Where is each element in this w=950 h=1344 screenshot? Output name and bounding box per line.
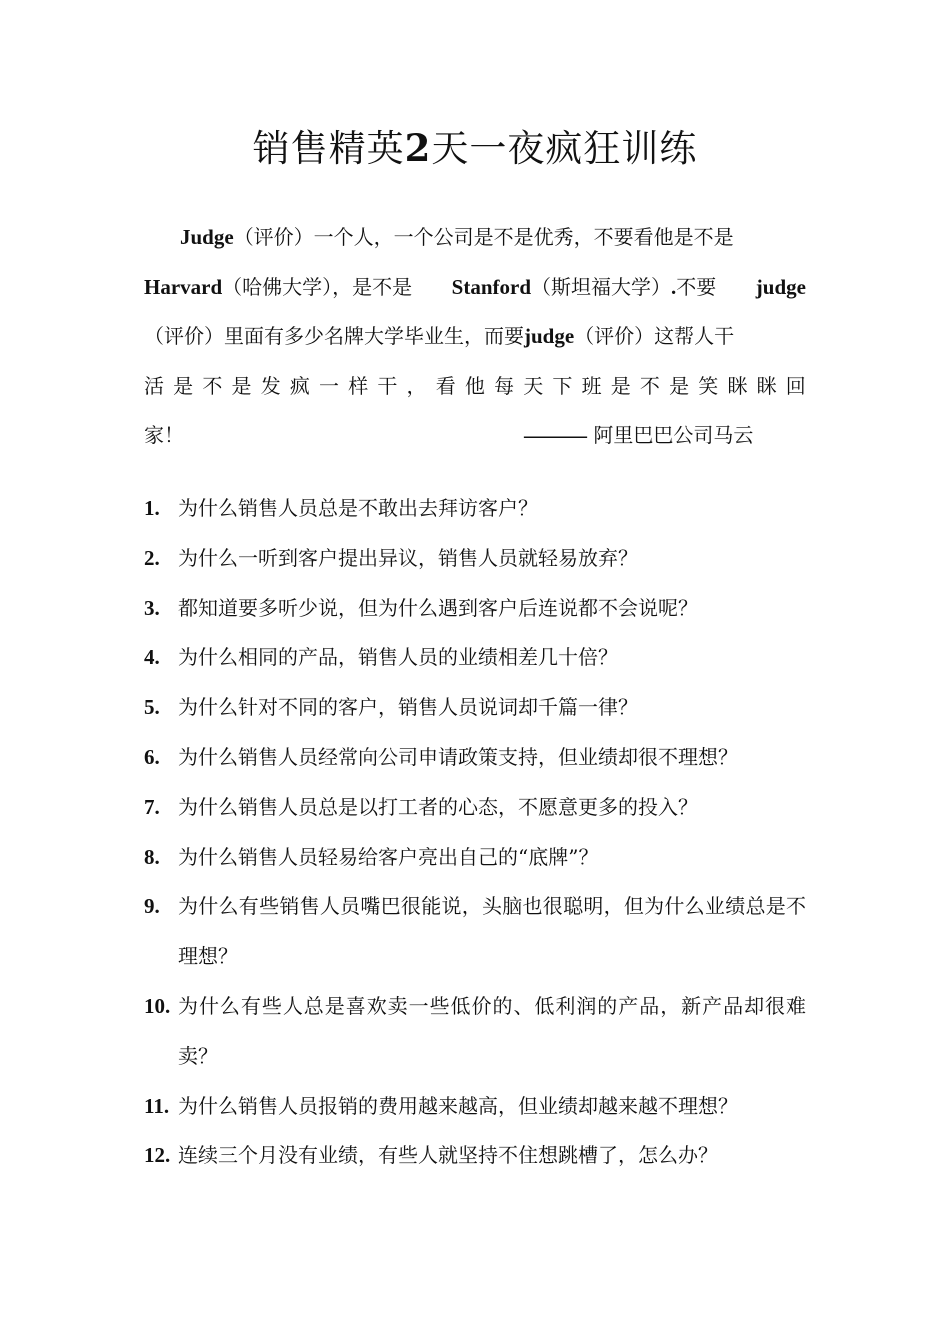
attribution-text: 阿里巴巴公司马云 <box>587 423 754 447</box>
quote-char: 疯 <box>289 373 310 398</box>
question-text: 为什么销售人员报销的费用越来越高，但业绩却越来越不理想？ <box>178 1093 738 1118</box>
question-text: 为什么针对不同的客户，销售人员说词却千篇一律？ <box>178 695 638 720</box>
question-number: 3. <box>144 595 160 620</box>
quote-line-3 <box>144 312 806 362</box>
quote-line-5 <box>144 411 806 461</box>
list-item <box>144 882 806 982</box>
quote-line-2 <box>144 263 806 313</box>
question-number: 6. <box>144 744 160 769</box>
quote-char: 每 <box>494 373 515 398</box>
quote-term-harvard: Harvard <box>144 274 223 299</box>
quote-char: 班 <box>581 373 602 398</box>
question-list <box>144 484 806 1181</box>
quote-char: 是 <box>669 373 690 398</box>
question-number: 9. <box>144 894 160 919</box>
quote-char: 眯 <box>756 373 777 398</box>
question-number: 2. <box>144 545 160 570</box>
quote-period: . <box>671 274 677 299</box>
quote-char: 下 <box>552 373 573 398</box>
quote-char: 回 <box>785 373 806 398</box>
quote-paragraph <box>144 213 806 461</box>
quote-term-stanford: Stanford <box>451 274 532 299</box>
question-text: 为什么销售人员轻易给客户亮出自己的“底牌”？ <box>178 844 599 869</box>
quote-text: （评价）一个人，一个公司是不是优秀，不要看他是不是 <box>233 225 734 249</box>
quote-text: （斯坦福大学） <box>531 274 672 299</box>
list-item <box>144 484 806 534</box>
list-item <box>144 733 806 783</box>
quote-char: 是 <box>231 373 252 398</box>
quote-term-judge: judge <box>524 324 575 348</box>
question-text: 为什么销售人员总是以打工者的心态，不愿意更多的投入？ <box>178 794 698 819</box>
question-text: 为什么一听到客户提出异议，销售人员就轻易放弃？ <box>178 545 638 570</box>
list-item <box>144 584 806 634</box>
attribution-dash: ——— <box>524 423 587 447</box>
list-item <box>144 1082 806 1132</box>
quote-text: （哈佛大学），是不是 <box>222 274 413 299</box>
quote-line-4 <box>144 362 806 412</box>
question-text: 为什么有些销售人员嘴巴很能说，头脑也很聪明，但为什么业绩总是不理想？ <box>178 894 806 969</box>
quote-char: 样 <box>348 373 369 398</box>
list-item <box>144 1131 806 1181</box>
list-item <box>144 633 806 683</box>
quote-char: 干 <box>377 373 398 398</box>
question-number: 7. <box>144 794 160 819</box>
question-text: 为什么销售人员总是不敢出去拜访客户？ <box>178 496 538 520</box>
quote-char: 是 <box>173 373 194 398</box>
title-part2: 天一夜疯狂训练 <box>431 127 698 170</box>
quote-text: 不要 <box>676 274 717 299</box>
list-item <box>144 982 806 1082</box>
list-item <box>144 534 806 584</box>
quote-char: 看 <box>435 373 456 398</box>
quote-char: 发 <box>260 373 281 398</box>
list-item <box>144 833 806 883</box>
question-text: 为什么销售人员经常向公司申请政策支持，但业绩却很不理想？ <box>178 744 738 769</box>
quote-attribution <box>524 411 753 461</box>
question-number: 5. <box>144 695 160 720</box>
quote-term-judge: Judge <box>180 225 234 249</box>
quote-term-judge: judge <box>755 274 806 299</box>
question-number: 1. <box>144 496 160 520</box>
quote-char: 活 <box>144 373 164 398</box>
question-number: 11. <box>144 1093 170 1118</box>
question-number: 8. <box>144 844 160 869</box>
question-number: 12. <box>144 1143 171 1168</box>
question-text: 连续三个月没有业绩，有些人就坚持不住想跳槽了，怎么办？ <box>178 1143 718 1168</box>
question-text: 为什么有些人总是喜欢卖一些低价的、低利润的产品，新产品却很难卖？ <box>178 993 806 1068</box>
title-number: 2 <box>404 126 432 170</box>
quote-text: 家！ <box>144 423 184 447</box>
quote-char: ， <box>406 373 427 398</box>
quote-text: （评价）这帮人干 <box>574 324 735 348</box>
quote-text: （评价）里面有多少名牌大学毕业生，而要 <box>144 324 524 348</box>
quote-char: 不 <box>202 373 223 398</box>
question-text: 为什么相同的产品，销售人员的业绩相差几十倍？ <box>178 645 618 670</box>
quote-char: 天 <box>523 373 544 398</box>
question-text: 都知道要多听少说，但为什么遇到客户后连说都不会说呢？ <box>178 595 698 620</box>
quote-line-1 <box>144 213 806 263</box>
question-number: 10. <box>144 993 171 1018</box>
quote-char: 他 <box>464 373 485 398</box>
quote-char: 眯 <box>727 373 748 398</box>
title-part1: 销售精英 <box>252 127 405 170</box>
question-number: 4. <box>144 645 160 670</box>
list-item <box>144 783 806 833</box>
quote-char: 不 <box>639 373 660 398</box>
list-item <box>144 683 806 733</box>
quote-char: 是 <box>610 373 631 398</box>
quote-char: 一 <box>319 373 340 398</box>
quote-char: 笑 <box>698 373 719 398</box>
document-title <box>0 124 950 173</box>
